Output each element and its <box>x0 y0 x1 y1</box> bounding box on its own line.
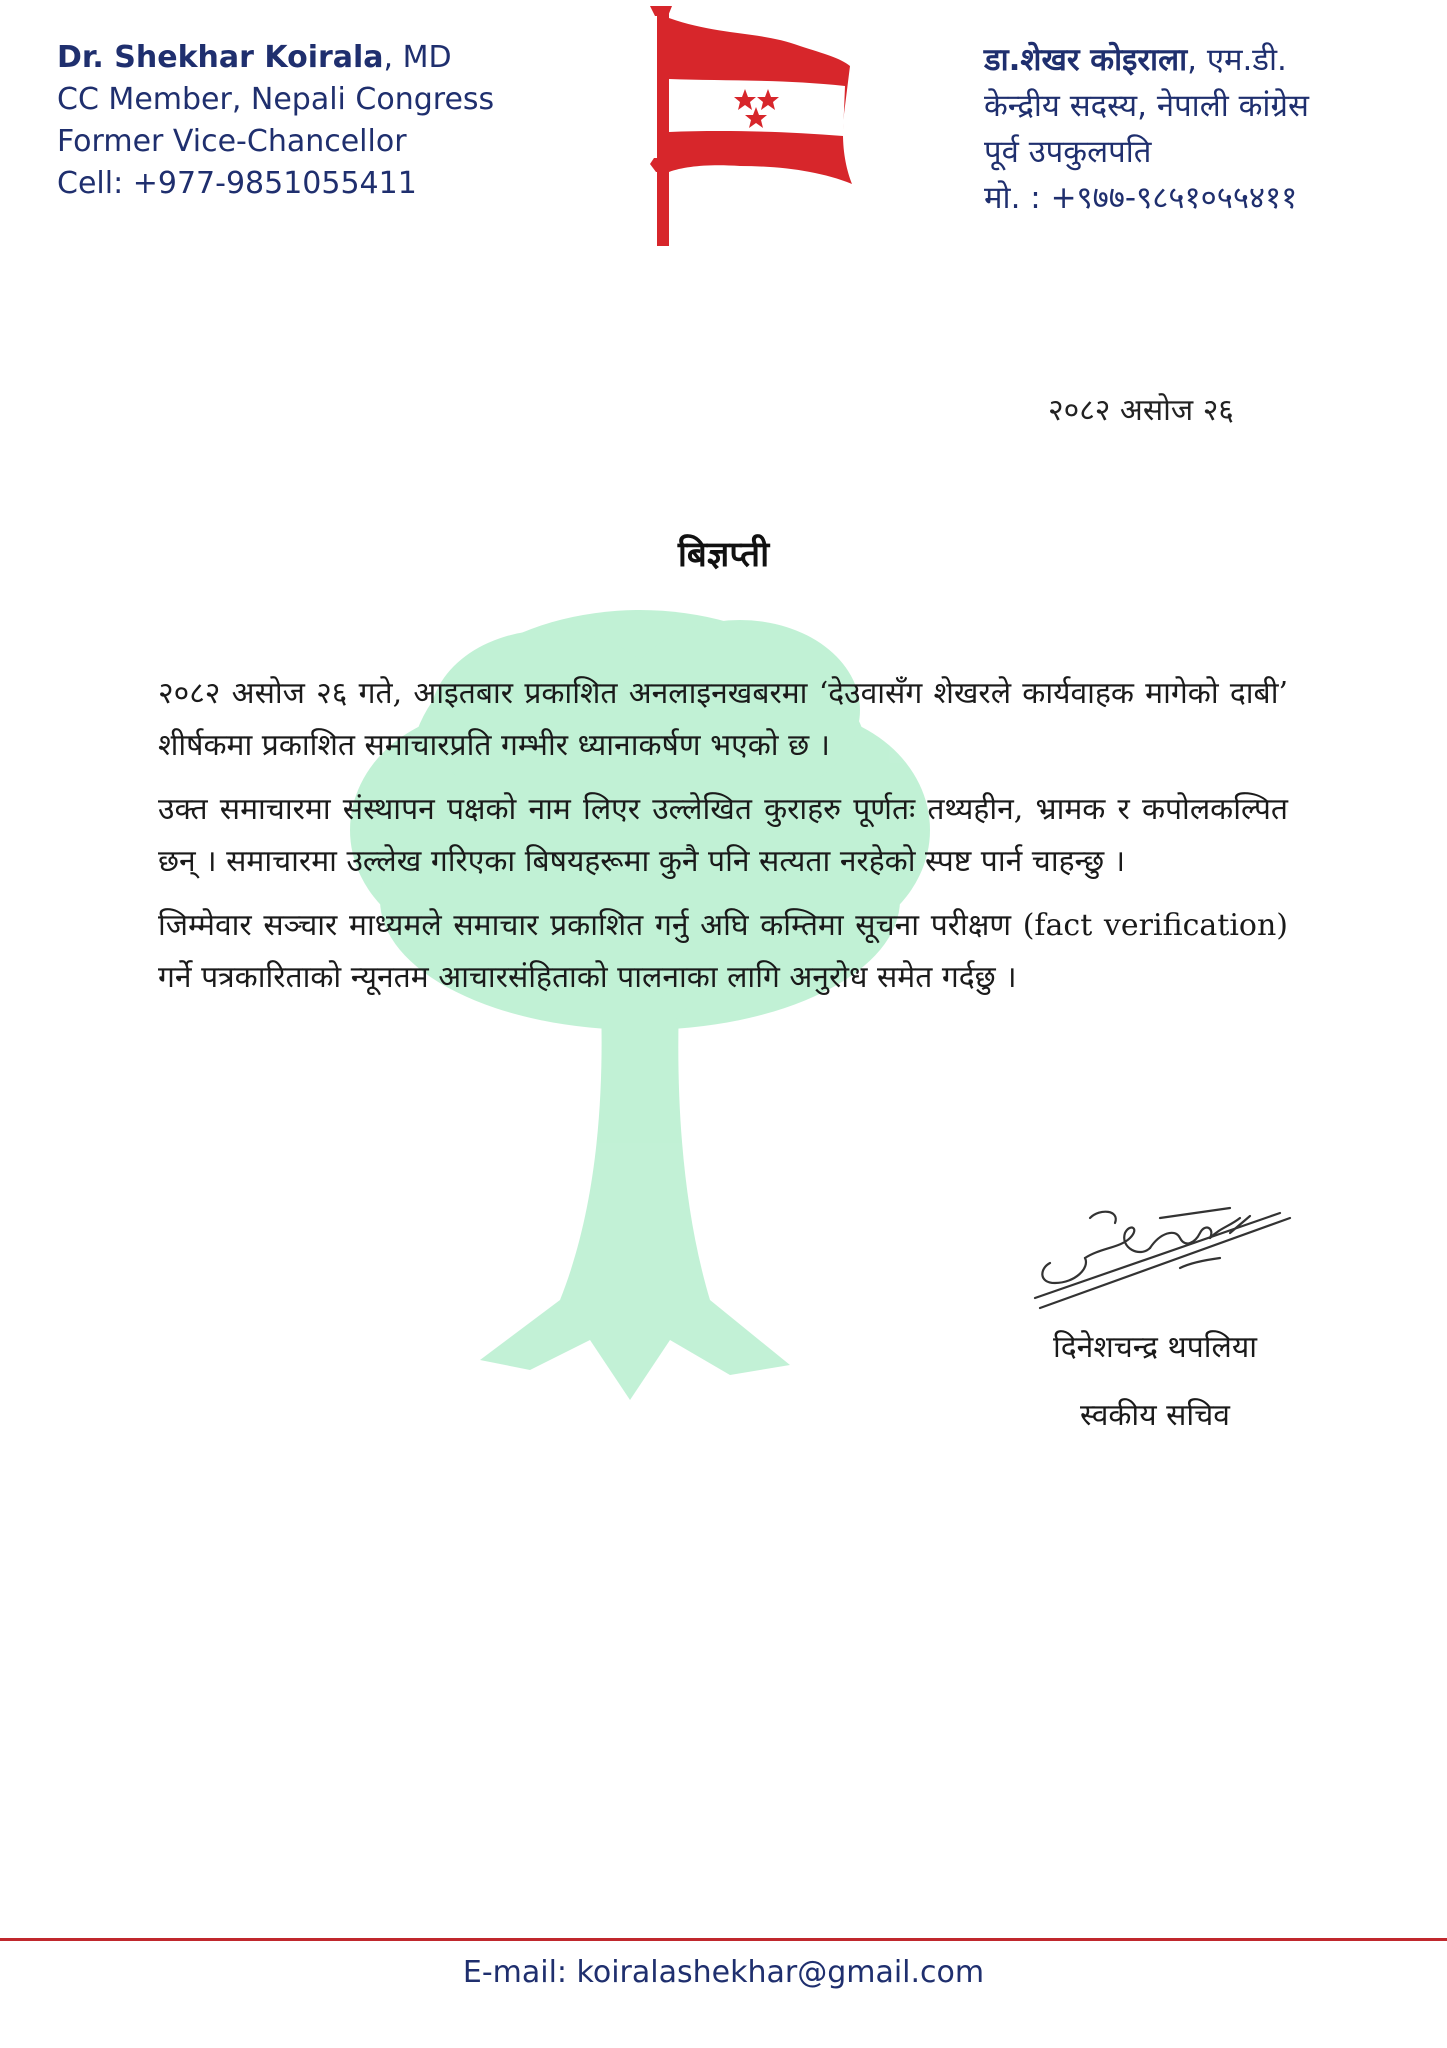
letterhead-nepali-name-suffix: , एम.डी. <box>1187 42 1287 78</box>
letterhead-nepali-phone: मो. : +९७७-९८५१०५५४११ <box>984 180 1298 216</box>
footer-divider <box>0 1938 1447 1941</box>
letterhead-name-suffix: , MD <box>383 40 452 75</box>
page-title: बिज्ञप्ती <box>677 535 770 575</box>
letterhead-nepali-name: डा.शेखर कोइराला <box>984 42 1188 78</box>
letterhead-name-line <box>57 37 494 79</box>
letter-body <box>158 668 1288 1016</box>
letterhead-position: CC Member, Nepali Congress <box>57 82 495 117</box>
nepali-congress-flag-icon <box>640 6 860 251</box>
body-paragraph-1: २०८२ असोज २६ गते, आइतबार प्रकाशित अनलाइनखबरमा ‘देउवासँग शेखरले कार्यवाहक मागेको दाबी’ शीर्षकमा प्रकाशित समाचारप्रति गम्भीर ध्यानाकर्षण भएको छ । <box>158 676 1288 763</box>
signatory-title: स्वकीय सचिव <box>1080 1398 1230 1433</box>
body-paragraph-3: जिम्मेवार सञ्चार माध्यमले समाचार प्रकाशित गर्नु अघि कम्तिमा सूचना परीक्षण (fact verification) गर्ने पत्रकारिताको न्यूनतम आचारसंहिताको पालनाका लागि अनुरोध समेत गर्दछु । <box>158 908 1288 995</box>
letterhead-former-position: Former Vice-Chancellor <box>57 124 407 159</box>
letterhead-english <box>57 37 494 205</box>
footer-email: E-mail: koiralashekhar@gmail.com <box>462 1955 985 1990</box>
letterhead-nepali <box>984 37 1309 221</box>
letterhead-nepali-former-position: पूर्व उपकुलपति <box>984 134 1152 170</box>
body-paragraph-2: उक्त समाचारमा संस्थापन पक्षको नाम लिएर उल्लेखित कुराहरु पूर्णतः तथ्यहीन, भ्रामक र कपोलकल्पित छन् । समाचारमा उल्लेख गरिएका बिषयहरूमा कुनै पनि सत्यता नरहेको स्पष्ट पार्न चाहन्छु । <box>158 792 1288 879</box>
letterhead-nepali-position: केन्द्रीय सदस्य, नेपाली कांग्रेस <box>984 88 1309 124</box>
letterhead-nepali-name-line <box>984 37 1309 83</box>
handwritten-signature <box>1030 1188 1300 1318</box>
letter-date: २०८२ असोज २६ <box>1048 393 1234 428</box>
letterhead-name: Dr. Shekhar Koirala <box>57 40 384 75</box>
signatory-name: दिनेशचन्द्र थपलिया <box>1052 1330 1258 1365</box>
letterhead-phone: Cell: +977-9851055411 <box>57 166 417 201</box>
